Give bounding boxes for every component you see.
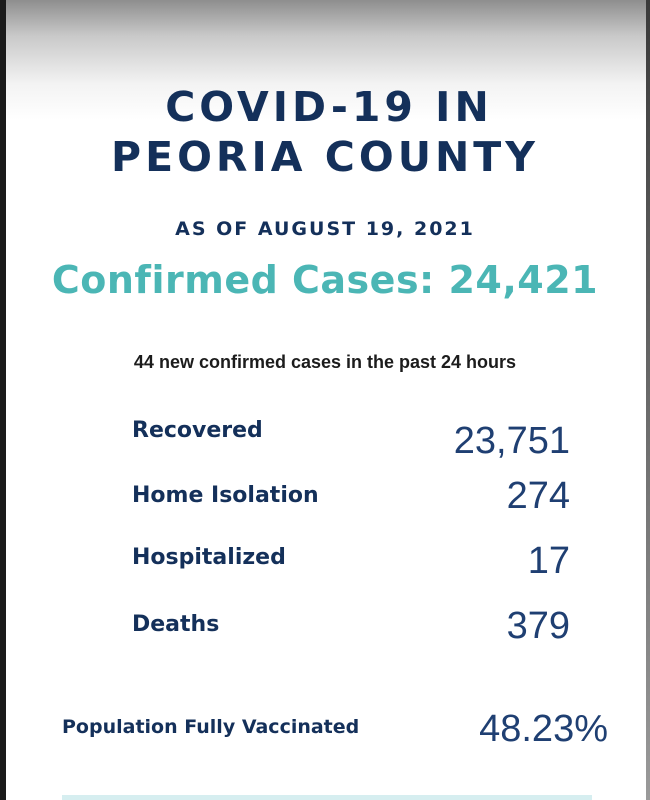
- new-cases-text: 44 new confirmed cases in the past 24 hours: [133, 352, 517, 372]
- title-line-1: COVID-19 IN: [165, 83, 493, 131]
- stat-label-deaths: Deaths: [132, 612, 220, 637]
- stat-value-recovered: 23,751: [453, 420, 570, 462]
- confirmed-cases: Confirmed Cases: 24,421: [51, 258, 599, 302]
- stat-label-recovered: Recovered: [132, 418, 263, 443]
- stat-label-home-isolation: Home Isolation: [132, 483, 319, 508]
- title-line-2: PEORIA COUNTY: [111, 133, 539, 181]
- as-of-date: AS OF AUGUST 19, 2021: [175, 218, 475, 240]
- stat-value-home-isolation: 274: [506, 475, 570, 517]
- stat-value-deaths: 379: [506, 605, 570, 647]
- vaccinated-label: Population Fully Vaccinated: [62, 716, 360, 738]
- stat-value-hospitalized: 17: [527, 540, 570, 582]
- vaccinated-value: 48.23%: [479, 708, 608, 750]
- bottom-bar: [62, 795, 592, 800]
- stat-label-hospitalized: Hospitalized: [132, 545, 286, 570]
